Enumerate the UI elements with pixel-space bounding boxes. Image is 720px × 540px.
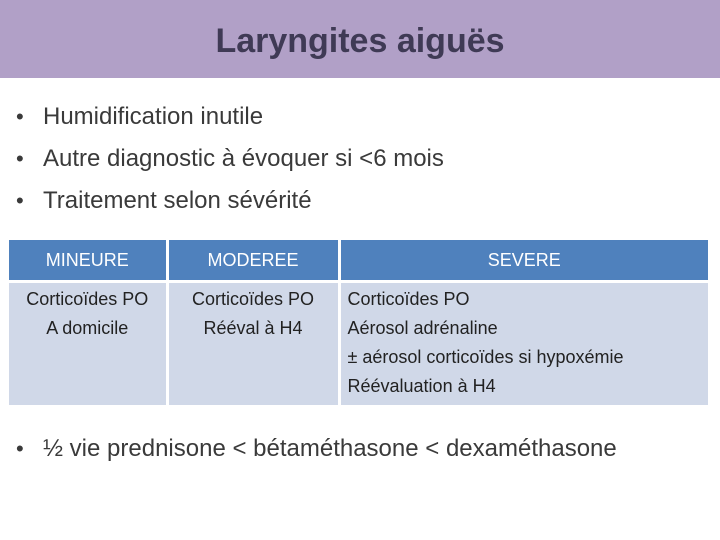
cell-severe — [339, 282, 708, 406]
cell-moderee — [167, 282, 339, 406]
bullet-text: Traitement selon sévérité — [43, 187, 312, 214]
cell-line: Rééval à H4 — [203, 318, 303, 338]
cell-line: Corticoïdes PO — [347, 289, 470, 309]
bullet-list-top — [16, 96, 716, 222]
header-mineure: MINEURE — [9, 240, 167, 282]
bullet-item — [16, 138, 716, 180]
cell-line: ± aérosol corticoïdes si hypoxémie — [347, 347, 624, 367]
slide-title: Laryngites aiguës — [215, 21, 505, 60]
bullet-text: Humidification inutile — [43, 103, 264, 130]
cell-line: Corticoïdes PO — [26, 289, 149, 309]
bullet-text: ½ vie prednisone < bétaméthasone < dexaméthasone — [43, 435, 617, 462]
bullet-dot-icon: • — [16, 146, 24, 171]
cell-line: A domicile — [46, 318, 129, 338]
title-bar — [0, 0, 720, 78]
bullet-dot-icon: • — [16, 436, 24, 461]
bullet-item — [16, 428, 716, 470]
bullet-dot-icon: • — [16, 104, 24, 129]
bullet-text: Autre diagnostic à évoquer si <6 mois — [43, 145, 444, 172]
cell-line: Aérosol adrénaline — [347, 318, 498, 338]
bullet-list-bottom — [16, 428, 716, 470]
table-header-row — [9, 240, 708, 282]
table-row — [9, 282, 708, 406]
header-moderee: MODEREE — [167, 240, 339, 282]
cell-mineure — [9, 282, 167, 406]
header-severe: SEVERE — [339, 240, 708, 282]
bullet-item — [16, 180, 716, 222]
cell-line: Corticoïdes PO — [191, 289, 315, 309]
bullet-item — [16, 96, 716, 138]
cell-line: Réévaluation à H4 — [347, 376, 496, 396]
bullet-dot-icon: • — [16, 188, 24, 213]
severity-table — [9, 240, 708, 405]
